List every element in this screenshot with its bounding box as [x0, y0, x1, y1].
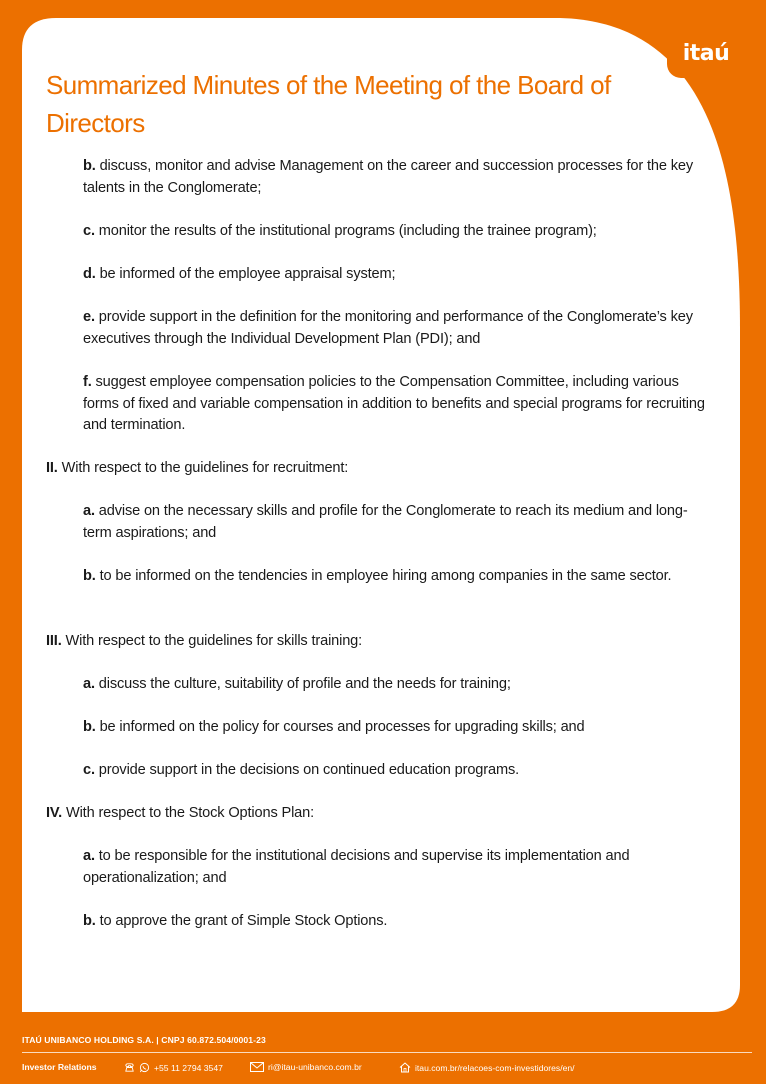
item-label: a. — [83, 676, 95, 692]
section-text: With respect to the Stock Options Plan: — [62, 805, 315, 821]
section-ii — [46, 458, 706, 480]
item-text: suggest employee compensation policies to the Compensation Committee, including various forms of fixed and variable compensation in addition to benefits and special programs for recruiting and termination. — [83, 374, 705, 433]
mail-icon — [250, 1062, 264, 1072]
list-item-e — [83, 307, 708, 350]
list-item-b — [83, 911, 708, 933]
list-item-b — [83, 156, 708, 199]
list-item-a — [83, 501, 708, 544]
website-url: itau.com.br/relacoes-com-investidores/en/ — [415, 1062, 575, 1073]
list-item-a — [83, 846, 708, 889]
section-iv — [46, 803, 706, 825]
item-text: be informed of the employee appraisal system; — [95, 266, 396, 282]
email-address: ri@itau-unibanco.com.br — [268, 1062, 362, 1072]
section-iii — [46, 631, 706, 653]
list-item-c — [83, 760, 708, 782]
page-title: Summarized Minutes of the Meeting of the Board of Directors — [46, 70, 611, 138]
item-text: provide support in the decisions on continued education programs. — [94, 762, 520, 778]
list-item-d — [83, 264, 708, 286]
section-label: IV. — [46, 805, 63, 821]
investor-relations-label: Investor Relations — [22, 1062, 97, 1072]
list-item-a — [83, 674, 708, 696]
logo-text: itaú — [682, 40, 730, 66]
itau-logo — [667, 28, 745, 78]
website-link[interactable] — [399, 1062, 575, 1073]
item-text: to approve the grant of Simple Stock Options. — [95, 913, 388, 929]
list-item-f — [83, 372, 708, 437]
section-text: With respect to the guidelines for recruitment: — [57, 460, 349, 476]
item-label: a. — [83, 503, 95, 519]
page-footer — [0, 1024, 766, 1084]
phone-contact[interactable] — [124, 1062, 223, 1073]
item-label: b. — [83, 568, 96, 584]
item-label: b. — [83, 158, 96, 174]
item-text: advise on the necessary skills and profile for the Conglomerate to reach its medium and long-term aspirations; and — [83, 503, 688, 541]
section-text: With respect to the guidelines for skills training: — [61, 633, 363, 649]
item-label: a. — [83, 848, 95, 864]
item-label: c. — [83, 762, 95, 778]
phone-icon — [124, 1062, 135, 1073]
item-label: c. — [83, 223, 95, 239]
whatsapp-icon — [139, 1062, 150, 1073]
item-label: b. — [83, 719, 96, 735]
section-label: III. — [46, 633, 62, 649]
item-text: be informed on the policy for courses and processes for upgrading skills; and — [95, 719, 585, 735]
home-icon — [399, 1062, 411, 1073]
item-label: e. — [83, 309, 95, 325]
item-text: discuss the culture, suitability of profile and the needs for training; — [94, 676, 511, 692]
email-contact[interactable] — [250, 1062, 362, 1072]
item-label: f. — [83, 374, 92, 390]
item-text: to be responsible for the institutional decisions and supervise its implementation and operationalization; and — [83, 848, 630, 886]
item-text: monitor the results of the institutional programs (including the trainee program); — [94, 223, 597, 239]
list-item-c — [83, 221, 708, 243]
item-label: d. — [83, 266, 96, 282]
company-info: ITAÚ UNIBANCO HOLDING S.A. | CNPJ 60.872.504/0001-23 — [22, 1035, 266, 1045]
item-label: b. — [83, 913, 96, 929]
phone-number: +55 11 2794 3547 — [154, 1062, 223, 1073]
section-label: II. — [46, 460, 58, 476]
list-item-b — [83, 717, 708, 739]
item-text: to be informed on the tendencies in employee hiring among companies in the same sector. — [95, 568, 672, 584]
item-text: discuss, monitor and advise Management on the career and succession processes for the key talents in the Conglomerate; — [83, 158, 694, 196]
footer-divider — [22, 1052, 752, 1053]
list-item-b — [83, 566, 708, 588]
item-text: provide support in the definition for the monitoring and performance of the Conglomerate’s key executives through the Individual Development Plan (PDI); and — [83, 309, 693, 347]
